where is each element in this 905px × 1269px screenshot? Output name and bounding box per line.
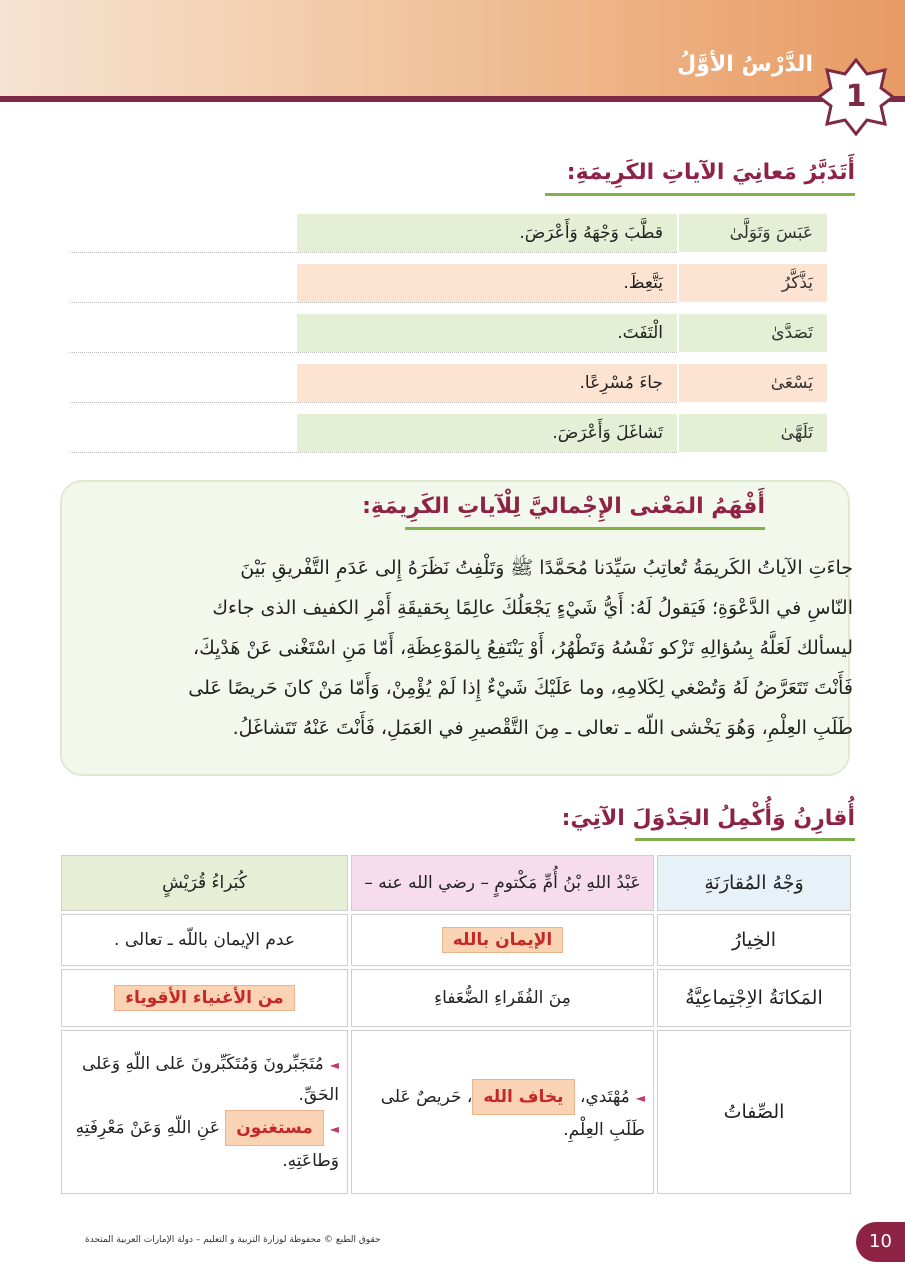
header-cell: كُبَراءُ قُرَيْشٍ <box>61 855 348 911</box>
answer-box: مستغنون <box>225 1110 323 1146</box>
word-cell: تَصَدَّىٰ <box>679 314 827 352</box>
word-cell: تَلَهَّىٰ <box>679 414 827 452</box>
table-cell: مِنَ الفُقَراءِ الضُّعَفاءِ <box>351 969 654 1027</box>
table-row <box>61 969 851 1027</box>
lesson-title: الدَّرْسُ الأوَّلُ <box>677 52 813 77</box>
answer-box: الإيمان بالله <box>442 927 563 953</box>
comparison-title-underline <box>635 838 855 841</box>
row-dotted-line <box>70 402 677 403</box>
word-cell: يَسْعَىٰ <box>679 364 827 402</box>
bullet-icon: ◄ <box>329 1057 339 1072</box>
meaning-cell: جاءَ مُسْرِعًا. <box>297 364 677 402</box>
feature-cell: الصِّفاتُ <box>657 1030 851 1194</box>
header-cell: عَبْدُ اللهِ بْنُ أُمِّ مَكْتومٍ – رضي الله عنه – <box>351 855 654 911</box>
header-divider <box>0 96 905 102</box>
trait-text: عَنِ اللّهِ وَعَنْ مَعْرِفَتِهِ وَطاعَتِهِ. <box>75 1117 339 1171</box>
copyright-text: حقوق الطبع © محفوظة لوزارة التربية و التعليم – دولة الإمارات العربية المتحدة <box>85 1235 381 1245</box>
word-cell: يَذَّكَّرُ <box>679 264 827 302</box>
meanings-title-underline <box>545 193 855 196</box>
table-row <box>61 914 851 966</box>
summary-title-underline <box>405 527 765 530</box>
meaning-cell: قطَّبَ وَجْهَهُ وَأَعْرَضَ. <box>297 214 677 252</box>
table-header-row <box>61 855 851 911</box>
page-number: 10 <box>856 1222 905 1262</box>
answer-box: من الأغنياء الأقوياء <box>114 985 294 1011</box>
bullet-icon: ◄ <box>329 1121 339 1136</box>
lesson-number: 1 <box>845 79 867 114</box>
summary-line: طَلَبِ العِلْمِ، وَهُوَ يَخْشى اللّه ـ تعالى ـ مِنَ التَّقْصيرِ في العَمَلِ، فَأَنْتَ عَنْهُ تَتَشاغَلُ. <box>232 717 853 739</box>
meaning-cell: يَتَّعِظَ. <box>297 264 677 302</box>
lesson-number-badge <box>817 58 895 136</box>
comparison-table <box>58 852 854 1197</box>
comparison-title: أُقارِنُ وَأُكْمِلُ الجَدْوَلَ الآتِيَ: <box>561 806 855 831</box>
row-dotted-line <box>70 352 677 353</box>
trait-text: مُهْتَدي، <box>579 1087 630 1107</box>
summary-line: ليسألك لَعَلَّهُ بِسُؤالِهِ تَزْكو نَفْسُهُ وَتَطْهُرُ، أَوْ يَنْتَفِعُ بِالمَوْعِظَةِ، أَمّا مَنِ اسْتَغْنى عَنْ هَدْيِكَ، <box>192 637 853 659</box>
word-cell: عَبَسَ وَتَوَلَّىٰ <box>679 214 827 252</box>
row-dotted-line <box>70 252 677 253</box>
table-row <box>61 1030 851 1194</box>
trait-text: مُتَجَبِّرونَ وَمُتَكَبِّرونَ عَلى اللّهِ وَعَلى الحَقِّ. <box>81 1053 339 1105</box>
summary-line: جاءَتِ الآياتُ الكَريمَةُ تُعاتِبُ سَيِّدَنا مُحَمَّدًا ﷺ وَتَلْفِتُ نَظَرَهُ إِلى عَدَمِ التَّفْريقِ بَيْنَ <box>240 557 853 579</box>
answer-cell <box>351 914 654 966</box>
meanings-title: أَتَدَبَّرُ مَعانِيَ الآياتِ الكَرِيمَةِ: <box>566 160 855 185</box>
row-dotted-line <box>70 452 677 453</box>
traits-cell <box>61 1030 348 1194</box>
meaning-cell: الْتَفَتَ. <box>297 314 677 352</box>
feature-cell: الخِيارُ <box>657 914 851 966</box>
summary-text <box>63 548 853 748</box>
trait-item <box>70 1110 339 1176</box>
trait-text: ، حَريصٌ عَلى طَلَبِ العِلْمِ. <box>380 1087 645 1140</box>
header-banner <box>0 0 905 98</box>
feature-cell: المَكانَةُ الاِجْتِماعِيَّةُ <box>657 969 851 1027</box>
summary-line: النّاسِ في الدَّعْوَةِ؛ فَيَقولُ لَهُ: أَيُّ شَيْءٍ يَجْعَلُكَ عالِمًا بِحَقيقَةِ أَمْرِ الكفيف الذى جاءك <box>212 597 853 619</box>
traits-cell <box>351 1030 654 1194</box>
summary-title: أَفْهَمُ المَعْنى الإِجْماليَّ لِلْآياتِ الكَرِيمَةِ: <box>362 494 765 519</box>
summary-line: فَأَنْتَ تَتَعَرَّضُ لَهُ وَتُصْغي لِكَلامِهِ، وما عَلَيْكَ شَيْءٌ إِذا لَمْ يُؤْمِنْ، وَأَمّا مَنْ كانَ حَريصًا عَلى <box>188 677 853 699</box>
answer-cell <box>61 969 348 1027</box>
row-dotted-line <box>70 302 677 303</box>
table-cell: عدم الإيمان باللّه ـ تعالى . <box>61 914 348 966</box>
answer-box: يخاف الله <box>472 1079 574 1115</box>
meaning-cell: تَشاغَلَ وَأَعْرَضَ. <box>297 414 677 452</box>
trait-item <box>70 1049 339 1110</box>
header-cell: وَجْهُ المُقارَنَةِ <box>657 855 851 911</box>
bullet-icon: ◄ <box>635 1091 645 1105</box>
